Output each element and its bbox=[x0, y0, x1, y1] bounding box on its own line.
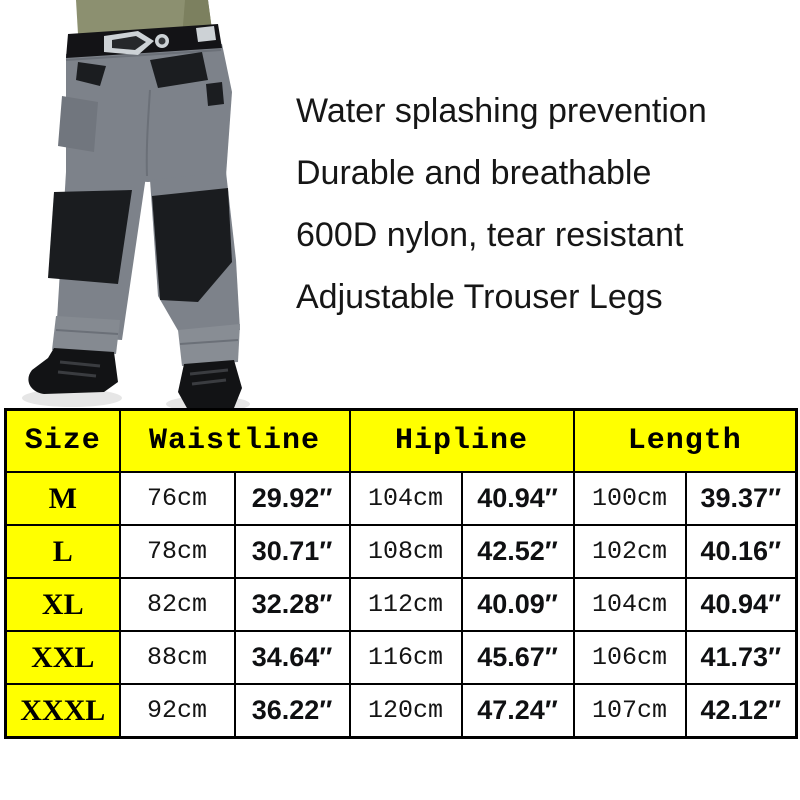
product-photo bbox=[0, 0, 300, 412]
size-label: L bbox=[6, 525, 120, 578]
waist-cm: 92cm bbox=[120, 684, 235, 738]
hip-cm: 120cm bbox=[350, 684, 462, 738]
waist-cm: 78cm bbox=[120, 525, 235, 578]
hip-cm: 108cm bbox=[350, 525, 462, 578]
feature-line-nylon: 600D nylon, tear resistant bbox=[296, 216, 684, 254]
size-label: XXXL bbox=[6, 684, 120, 738]
feature-list bbox=[296, 80, 786, 328]
waist-cm: 88cm bbox=[120, 631, 235, 684]
length-cm: 102cm bbox=[574, 525, 686, 578]
header-row bbox=[6, 410, 797, 473]
waist-cm: 82cm bbox=[120, 578, 235, 631]
feature-line-durable: Durable and breathable bbox=[296, 154, 652, 192]
table-row-l bbox=[6, 525, 797, 578]
waist-inch: 34.64″ bbox=[235, 631, 350, 684]
size-chart-header bbox=[6, 410, 797, 473]
header-waistline: Waistline bbox=[120, 410, 350, 473]
length-inch: 42.12″ bbox=[686, 684, 797, 738]
length-cm: 100cm bbox=[574, 472, 686, 525]
length-inch: 39.37″ bbox=[686, 472, 797, 525]
size-label: XXL bbox=[6, 631, 120, 684]
table-row-xl bbox=[6, 578, 797, 631]
waist-inch: 30.71″ bbox=[235, 525, 350, 578]
length-inch: 41.73″ bbox=[686, 631, 797, 684]
hip-inch: 40.94″ bbox=[462, 472, 574, 525]
table-row-xxl bbox=[6, 631, 797, 684]
waist-cm: 76cm bbox=[120, 472, 235, 525]
header-length: Length bbox=[574, 410, 797, 473]
length-inch: 40.16″ bbox=[686, 525, 797, 578]
hip-cm: 104cm bbox=[350, 472, 462, 525]
hip-inch: 47.24″ bbox=[462, 684, 574, 738]
size-chart-table bbox=[4, 408, 798, 739]
table-row-m bbox=[6, 472, 797, 525]
length-cm: 107cm bbox=[574, 684, 686, 738]
hip-cm: 116cm bbox=[350, 631, 462, 684]
waist-inch: 32.28″ bbox=[235, 578, 350, 631]
size-label: M bbox=[6, 472, 120, 525]
length-cm: 106cm bbox=[574, 631, 686, 684]
hip-inch: 42.52″ bbox=[462, 525, 574, 578]
hip-inch: 40.09″ bbox=[462, 578, 574, 631]
hip-cm: 112cm bbox=[350, 578, 462, 631]
tactical-pants-model-illustration bbox=[0, 0, 300, 412]
feature-line-water: Water splashing prevention bbox=[296, 92, 707, 130]
waist-inch: 29.92″ bbox=[235, 472, 350, 525]
header-size: Size bbox=[6, 410, 120, 473]
header-hipline: Hipline bbox=[350, 410, 574, 473]
waist-inch: 36.22″ bbox=[235, 684, 350, 738]
hip-inch: 45.67″ bbox=[462, 631, 574, 684]
size-label: XL bbox=[6, 578, 120, 631]
feature-line-adjustable: Adjustable Trouser Legs bbox=[296, 278, 663, 316]
length-cm: 104cm bbox=[574, 578, 686, 631]
length-inch: 40.94″ bbox=[686, 578, 797, 631]
table-row-xxxl bbox=[6, 684, 797, 738]
